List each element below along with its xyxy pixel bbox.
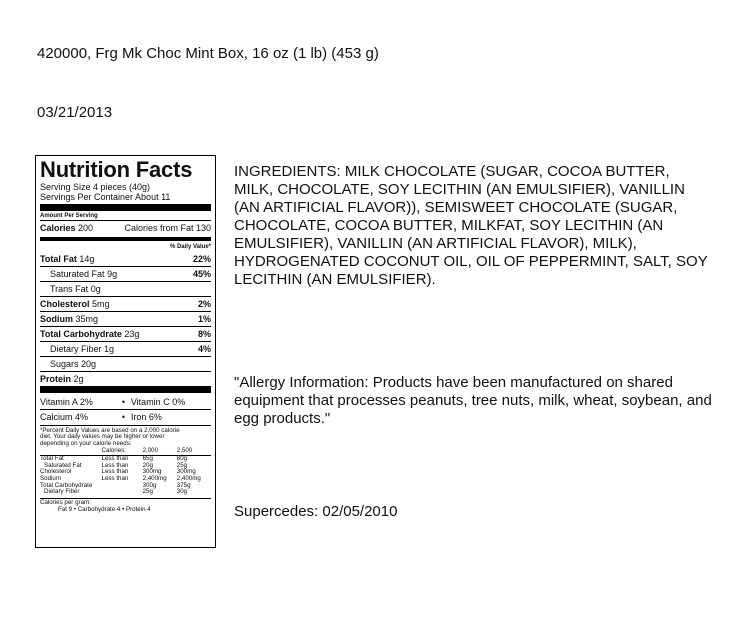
vitamin-right: Vitamin C 0% [130, 397, 186, 408]
calories-per-gram-label: Calories per gram: [40, 499, 91, 507]
calories-header-a: 2,000 [142, 447, 159, 455]
calories-per-gram [40, 499, 211, 513]
daily-value-nutrient: Total Carbohydrate [40, 481, 93, 489]
calories-value: 200 [78, 222, 94, 233]
daily-value-nutrient: Cholesterol [40, 468, 72, 476]
nutrient-amount: 5mg [92, 298, 110, 309]
nutrient-label: Protein [40, 374, 72, 385]
vitamin-left: Vitamin A 2% [40, 397, 93, 408]
nutrient-name-amount [50, 344, 114, 354]
nutrient-daily-value: 8% [197, 329, 211, 340]
footnote-line: depending on your calorie needs: [40, 440, 132, 448]
nutrient-label: Sugars [50, 359, 79, 370]
daily-value-nutrient: Total Fat [40, 455, 64, 463]
nutrient-name-amount [40, 329, 139, 339]
supercedes-date: Supercedes: 02/05/2010 [234, 503, 398, 520]
nutrient-row [40, 341, 211, 356]
calories-header-b: 2,500 [176, 447, 193, 455]
servings-per-container: Servings Per Container About 11 [40, 192, 171, 203]
daily-value-header: % Daily Value* [169, 243, 211, 250]
vitamin-list [40, 395, 211, 424]
nutrient-label: Cholesterol [40, 298, 90, 309]
nutrient-row [40, 281, 211, 296]
nutrient-amount: 9g [107, 268, 118, 279]
nutrient-label: Trans Fat [50, 283, 89, 294]
vitamin-left: Calcium 4% [40, 412, 89, 423]
nutrient-daily-value: 22% [192, 253, 211, 264]
calories-per-gram-values: Fat 9 • Carbohydrate 4 • Protein 4 [58, 506, 151, 514]
nutrient-row [40, 266, 211, 281]
document-date: 03/21/2013 [37, 104, 113, 121]
nutrient-amount: 20g [81, 359, 97, 370]
daily-value-nutrient: Dietary Fiber [44, 488, 80, 496]
nutrient-daily-value: 4% [197, 344, 211, 355]
nutrient-name-amount [50, 284, 101, 294]
nutrient-amount: 14g [79, 253, 95, 264]
footnote-line: *Percent Daily Values are based on a 2,000 calorie [40, 426, 180, 434]
medium-divider [40, 237, 211, 241]
daily-value-amount: 25g [176, 461, 188, 469]
daily-value-amount: 300mg [142, 468, 162, 476]
nutrient-label: Dietary Fiber [50, 344, 102, 355]
bullet-separator: • [121, 412, 126, 423]
product-title: 420000, Frg Mk Choc Mint Box, 16 oz (1 lb) (453 g) [37, 45, 379, 62]
nutrient-label: Saturated Fat [50, 268, 105, 279]
nutrition-facts-title: Nutrition Facts [40, 157, 193, 182]
nutrient-row [40, 296, 211, 311]
calories-header-label: Calories: [101, 447, 126, 455]
daily-value-amount: 30g [176, 488, 188, 496]
nutrient-amount: 23g [124, 329, 140, 340]
daily-value-nutrient: Sodium [40, 475, 61, 483]
calories-label: Calories [40, 222, 76, 233]
daily-value-amount: 25g [142, 488, 153, 496]
daily-value-amount: 2,400mg [142, 475, 167, 483]
nutrient-amount: 0g [90, 283, 101, 294]
daily-value-amount: 375g [176, 481, 191, 489]
daily-value-amount: 300mg [176, 468, 196, 476]
nutrient-row [40, 252, 211, 266]
allergy-information: "Allergy Information: Products have been manufactured on shared equipment that processes peanuts, tree nuts, milk, wheat, soybean, and egg products." [234, 374, 712, 427]
nutrient-name-amount [40, 314, 98, 324]
nutrient-daily-value: 45% [192, 268, 211, 279]
daily-value-amount: 20g [142, 461, 153, 469]
daily-value-amount: 65g [142, 455, 153, 463]
daily-value-comparison: Less than [101, 475, 129, 483]
nutrient-amount: 2g [73, 374, 84, 385]
vitamin-row [40, 395, 211, 409]
daily-value-comparison [102, 489, 143, 496]
nutrient-daily-value: 2% [197, 298, 211, 309]
nutrient-row [40, 356, 211, 371]
vitamin-right: Iron 6% [130, 412, 162, 423]
calories-row [40, 221, 211, 235]
footnote [40, 426, 211, 449]
footnote-line: diet. Your daily values may be higher or lower [40, 433, 165, 441]
nutrient-amount: 35mg [75, 313, 99, 324]
nutrient-list [40, 252, 211, 387]
daily-value-rows [40, 456, 211, 497]
calories [40, 223, 93, 233]
nutrient-name-amount [50, 269, 117, 279]
bullet-separator: • [121, 397, 126, 408]
nutrient-name-amount [50, 359, 96, 369]
nutrient-name-amount [40, 299, 110, 309]
ingredients-text: INGREDIENTS: MILK CHOCOLATE (SUGAR, COCOA BUTTER, MILK, CHOCOLATE, SOY LECITHIN (AN EMULSIFIER), VANILLIN (AN ARTIFICIAL FLAVOR)), SEMISWEET CHOCOLATE (SUGAR, CHOCOLATE, COCOA BUTTER, MILKFAT, SOY LECITHIN (AN EMULSIFIER), VANILLIN (AN ARTIFICIAL FLAVOR), MILK), HYDROGENATED COCONUT OIL, OIL OF PEPPERMINT, SALT, SOY LECITHIN (AN EMULSIFIER). [234, 163, 708, 288]
serving-size: Serving Size 4 pieces (40g) [40, 182, 151, 192]
daily-value-nutrient: Saturated Fat [44, 461, 82, 469]
nutrient-name-amount [40, 374, 84, 384]
nutrient-label: Sodium [40, 313, 73, 324]
daily-value-row [40, 489, 211, 496]
vitamin-row [40, 409, 211, 424]
nutrient-daily-value: 1% [197, 313, 211, 324]
daily-value-comparison [102, 483, 143, 490]
amount-per-serving: Amount Per Serving [40, 213, 98, 220]
nutrient-label: Total Carbohydrate [40, 329, 122, 340]
daily-value-comparison: Less than [101, 461, 129, 469]
nutrient-amount: 1g [104, 344, 115, 355]
daily-value-comparison: Less than [101, 468, 129, 476]
calories-from-fat: Calories from Fat 130 [124, 222, 211, 233]
nutrient-row [40, 371, 211, 386]
nutrient-label: Total Fat [40, 253, 77, 264]
nutrient-row [40, 326, 211, 341]
nutrient-row [40, 311, 211, 326]
thick-divider [40, 204, 211, 211]
thick-divider [40, 386, 211, 393]
daily-value-amount: 300g [142, 481, 157, 489]
nutrient-name-amount [40, 254, 94, 264]
nutrition-facts-label [35, 155, 216, 548]
daily-value-amount: 2,400mg [176, 475, 201, 483]
daily-value-table [40, 448, 211, 496]
daily-value-comparison: Less than [101, 455, 129, 463]
daily-value-amount: 80g [176, 455, 188, 463]
